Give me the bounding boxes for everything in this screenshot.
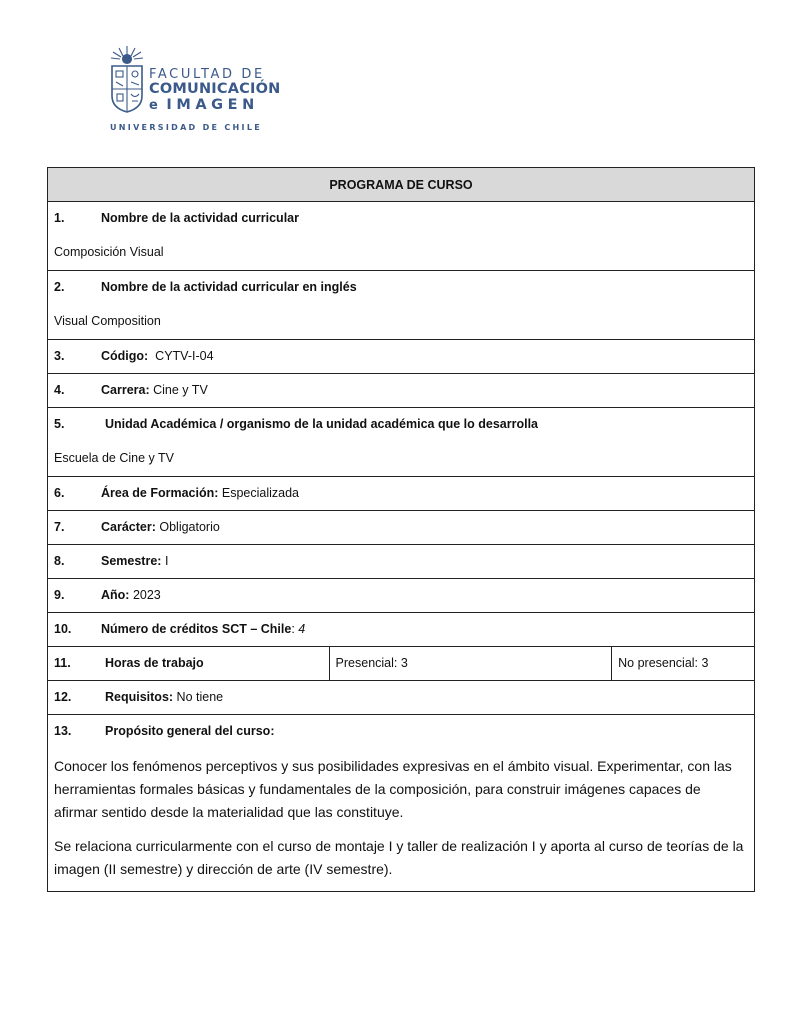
item-number: 6. <box>54 486 65 500</box>
item-label: Número de créditos SCT – Chile <box>101 622 292 636</box>
item-label: Requisitos: <box>105 690 174 704</box>
item-value: Cine y TV <box>153 383 208 397</box>
item-number: 3. <box>54 349 65 363</box>
item-label: Unidad Académica / organismo de la unidad académica que lo desarrolla <box>105 417 539 431</box>
university-name: UNIVERSIDAD DE CHILE <box>110 123 262 132</box>
item-value: Composición Visual <box>54 245 164 259</box>
item-number: 12. <box>54 690 72 704</box>
item-number: 4. <box>54 383 65 397</box>
logo-line-3-e: e <box>149 97 159 113</box>
item-label: Carrera: <box>101 383 150 397</box>
logo-line-2: COMUNICACIÓN <box>149 81 281 97</box>
item-value: Visual Composition <box>54 314 161 328</box>
faculty-name <box>149 68 280 112</box>
university-of-chile-shield-icon <box>108 44 146 116</box>
item-value: 4 <box>298 622 306 636</box>
item-value: No tiene <box>176 690 224 704</box>
purpose-paragraph-2: Se relaciona curricularmente con el curso de montaje I y taller de realización I y aporta al curso de teorías de la imagen (II semestre) y dirección de arte (IV semestre). <box>54 838 744 877</box>
table-row <box>48 715 755 892</box>
item-number: 1. <box>54 211 65 225</box>
table-row <box>48 202 755 271</box>
item-number: 11. <box>54 656 71 670</box>
item-number: 13. <box>54 724 72 738</box>
item-label: Horas de trabajo <box>105 656 204 670</box>
logo-line-3 <box>149 98 280 113</box>
item-number: 5. <box>54 417 65 431</box>
item-label: Carácter: <box>101 520 156 534</box>
table-row <box>48 511 755 545</box>
item-label: Año: <box>101 588 130 602</box>
item-label: Nombre de la actividad curricular en inglés <box>101 280 357 294</box>
table-row <box>48 681 755 715</box>
table-header: PROGRAMA DE CURSO <box>48 168 755 202</box>
item-label: Semestre: <box>101 554 162 568</box>
item-value: Escuela de Cine y TV <box>54 451 174 465</box>
presencial-hours: Presencial: 3 <box>329 647 612 681</box>
logo-line-3-imagen: IMAGEN <box>166 96 259 113</box>
table-row <box>48 374 755 408</box>
table-row <box>48 545 755 579</box>
item-number: 9. <box>54 588 65 602</box>
item-value: 2023 <box>132 588 161 602</box>
course-program-table <box>47 167 755 892</box>
item-value: CYTV-I-04 <box>155 349 214 363</box>
item-label: Código: <box>101 349 149 363</box>
item-value: I <box>164 554 169 568</box>
item-number: 7. <box>54 520 65 534</box>
item-label: Propósito general del curso: <box>105 724 275 738</box>
table-row <box>48 271 755 340</box>
table-row <box>48 408 755 477</box>
item-number: 2. <box>54 280 65 294</box>
table-row: 10. Número de créditos SCT – Chile: 4 <box>48 613 755 647</box>
logo-line-1: FACULTAD DE <box>149 67 265 82</box>
faculty-logo <box>108 44 283 136</box>
table-row <box>48 477 755 511</box>
table-row <box>48 340 755 374</box>
item-number: 8. <box>54 554 65 568</box>
no-presencial-hours: No presencial: 3 <box>612 647 755 681</box>
item-value: Especializada <box>221 486 300 500</box>
table-row <box>48 647 755 681</box>
item-number: 10. <box>54 622 72 636</box>
item-value: Obligatorio <box>159 520 220 534</box>
item-label: Área de Formación: <box>101 486 219 500</box>
purpose-paragraph-1: Conocer los fenómenos perceptivos y sus posibilidades expresivas en el ámbito visual. Experimentar, con las herramientas formales básicas y fundamentales de la composición, para construir imágenes capaces de afirmar sentido desde la materialidad que las constituye. <box>54 758 732 820</box>
item-label: Nombre de la actividad curricular <box>101 211 299 225</box>
table-row <box>48 579 755 613</box>
